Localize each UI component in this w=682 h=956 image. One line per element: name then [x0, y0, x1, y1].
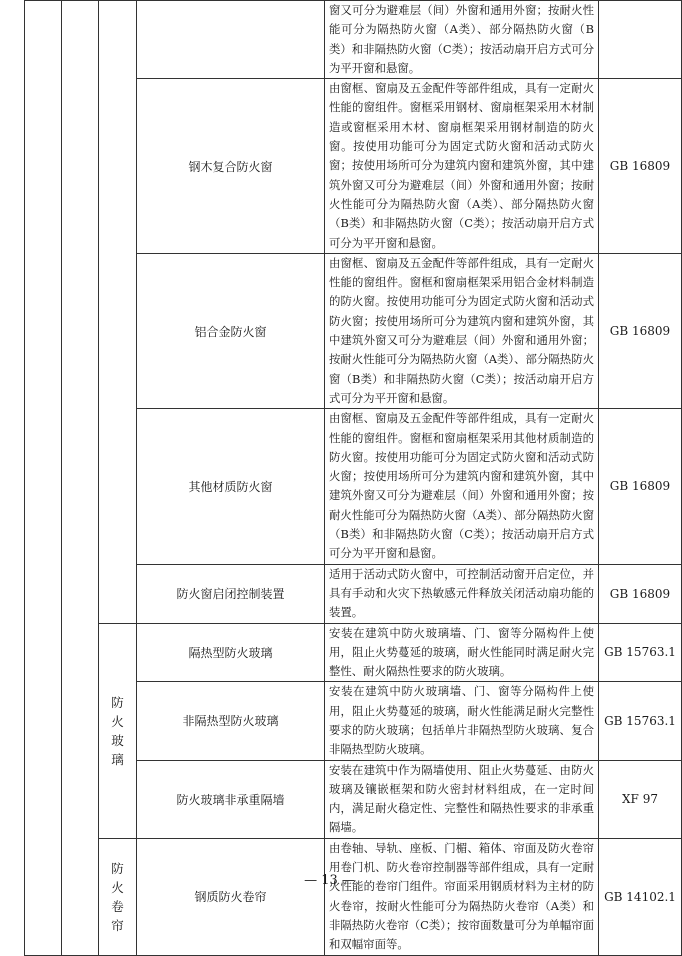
table-row — [25, 1, 682, 79]
product-name — [137, 1, 325, 79]
product-standard: GB 16809 — [599, 409, 682, 564]
table-row — [25, 838, 682, 955]
subcategory-cell — [99, 838, 137, 955]
subcategory-cell — [99, 623, 137, 838]
product-standard: GB 16809 — [599, 79, 682, 254]
product-name: 防火玻璃非承重隔墙 — [137, 760, 325, 838]
product-description: 安装在建筑中防火玻璃墙、门、窗等分隔构件上使用，阻止火势蔓延的玻璃，耐火性能同时满足耐火完整性、耐火隔热性要求的防火玻璃。 — [325, 623, 599, 682]
product-description: 适用于活动式防火窗中，可控制活动窗开启定位，并具有手动和火灾下热敏感元件释放关闭活动扇功能的装置。 — [325, 564, 599, 623]
product-name: 钢木复合防火窗 — [137, 79, 325, 254]
category-cell-1 — [25, 1, 62, 956]
product-table — [24, 0, 682, 956]
subcategory-cell — [99, 1, 137, 624]
product-name: 防火窗启闭控制装置 — [137, 564, 325, 623]
product-description: 由窗框、窗扇及五金配件等部件组成，具有一定耐火性能的窗组件。窗框采用钢材、窗扇框架采用木材制造或窗框采用木材、窗扇框架采用钢材制造的防火窗。按使用功能可分为固定式防火窗和活动式防火窗；按使用场所可分为建筑内窗和建筑外窗，其中建筑外窗又可分为避难层（间）外窗和通用外窗；按耐火性能可分为隔热防火窗（A类）、部分隔热防火窗（B类）和非隔热防火窗（C类）；按活动扇开启方式可分为平开窗和悬窗。 — [325, 79, 599, 254]
page-number: — 13 — — [304, 873, 355, 888]
subcategory-label: 防火玻璃 — [111, 694, 124, 767]
product-description: 窗又可分为避难层（间）外窗和通用外窗；按耐火性能可分为隔热防火窗（A类）、部分隔热防火窗（B类）和非隔热防火窗（C类）；按活动扇开启方式可分为平开窗和悬窗。 — [325, 1, 599, 79]
product-description: 安装在建筑中作为隔墙使用、阻止火势蔓延、由防火玻璃及镶嵌框架和防火密封材料组成，在一定时间内，满足耐火稳定性、完整性和隔热性要求的非承重隔墙。 — [325, 760, 599, 838]
product-name: 非隔热型防火玻璃 — [137, 682, 325, 760]
product-name: 隔热型防火玻璃 — [137, 623, 325, 682]
product-name: 其他材质防火窗 — [137, 409, 325, 564]
product-standard: GB 14102.1 — [599, 838, 682, 955]
product-name: 铝合金防火窗 — [137, 253, 325, 408]
product-description: 由窗框、窗扇及五金配件等部件组成，具有一定耐火性能的窗组件。窗框和窗扇框架采用铝合金材料制造的防火窗。按使用功能可分为固定式防火窗和活动式防火窗；按使用场所可分为建筑内窗和建筑外窗，其中建筑外窗又可分为避难层（间）外窗和通用外窗；按耐火性能可分为隔热防火窗（A类）、部分隔热防火窗（B类）和非隔热防火窗（C类）；按活动扇开启方式可分为平开窗和悬窗。 — [325, 253, 599, 408]
product-standard: GB 15763.1 — [599, 623, 682, 682]
product-description: 由窗框、窗扇及五金配件等部件组成，具有一定耐火性能的窗组件。窗框和窗扇框架采用其他材质制造的防火窗。按使用功能可分为固定式防火窗和活动式防火窗；按使用场所可分为建筑内窗和建筑外窗，其中建筑外窗又可分为避难层（间）外窗和通用外窗；按耐火性能可分为隔热防火窗（A类）、部分隔热防火窗（B类）和非隔热防火窗（C类）；按活动扇开启方式可分为平开窗和悬窗。 — [325, 409, 599, 564]
product-standard: GB 16809 — [599, 564, 682, 623]
product-description: 安装在建筑中防火玻璃墙、门、窗等分隔构件上使用，阻止火势蔓延的玻璃，耐火性能满足耐火完整性要求的防火玻璃；包括单片非隔热型防火玻璃、复合非隔热型防火玻璃。 — [325, 682, 599, 760]
product-name: 钢质防火卷帘 — [137, 838, 325, 955]
product-standard — [599, 1, 682, 79]
product-standard: GB 15763.1 — [599, 682, 682, 760]
product-standard: XF 97 — [599, 760, 682, 838]
subcategory-label: 防火卷帘 — [111, 860, 124, 933]
product-standard: GB 16809 — [599, 253, 682, 408]
product-description: 由卷轴、导轨、座板、门楣、箱体、帘面及防火卷帘用卷门机、防火卷帘控制器等部件组成，具有一定耐火性能的卷帘门组件。帘面采用钢质材料为主材的防火卷帘，按耐火性能可分为隔热防火卷帘（A类）和非隔热防火卷帘（C类）；按帘面数量可分为单幅帘面和双幅帘面等。 — [325, 838, 599, 955]
table-row — [25, 623, 682, 682]
category-cell-2 — [62, 1, 99, 956]
